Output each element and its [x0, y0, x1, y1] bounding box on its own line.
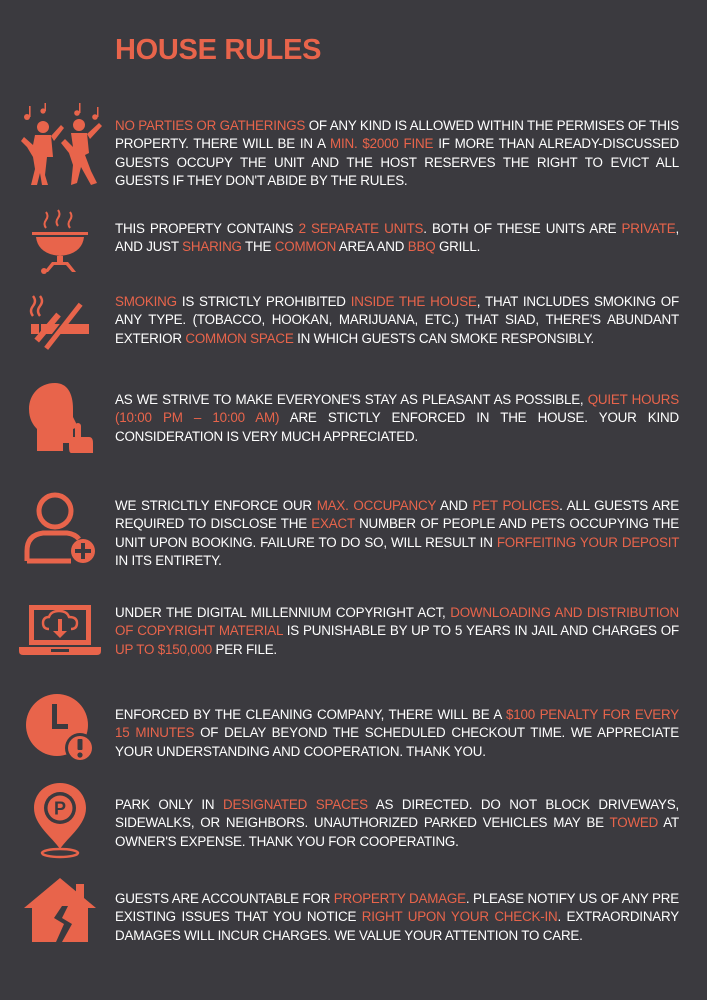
- party-people-icon: [16, 100, 104, 192]
- user-add-icon: [16, 488, 104, 566]
- quiet-head-icon: [16, 380, 104, 456]
- rule-text: SMOKING IS STRICTLY PROHIBITED INSIDE THE HOUSE, THAT INCLUDES SMOKING OF ANY TYPE. (TOBACCO, HOOKAN, MARIJUANA, ETC.) THAT SIAD, THERE'S ABUNDANT EXTERIOR COMMON SPACE IN WHICH GUESTS CAN SMOKE RESPONSIBLY.: [115, 294, 679, 346]
- bbq-grill-icon: [16, 206, 104, 276]
- rule-text: WE STRICLTLY ENFORCE OUR MAX. OCCUPANCY AND PET POLICES. ALL GUESTS ARE REQUIRED TO DISCLOSE THE EXACT NUMBER OF PEOPLE AND PETS OCCUPYING THE UNIT UPON BOOKING. FAILURE TO DO SO, WILL RESULT IN FORFEITING YOUR DEPOSIT IN ITS ENTIRETY.: [115, 498, 680, 568]
- svg-text:P: P: [53, 798, 67, 819]
- rule-text: UNDER THE DIGITAL MILLENNIUM COPYRIGHT ACT, DOWNLOADING AND DISTRIBUTION OF COPYRIGHT MATERIAL IS PUNISHABLE BY UP TO 5 YEARS IN JAIL AND CHARGES OF UP TO $150,000 PER FILE.: [115, 605, 679, 657]
- rule-text: GUESTS ARE ACCOUNTABLE FOR PROPERTY DAMAGE. PLEASE NOTIFY US OF ANY PRE EXISTING ISSUES THAT YOU NOTICE RIGHT UPON YOUR CHECK-IN. EXTRAORDINARY DAMAGES WILL INCUR CHARGES. WE VALUE YOUR ATTENTION TO CARE.: [115, 891, 679, 943]
- laptop-download-icon: [16, 600, 104, 662]
- page-title: HOUSE RULES: [115, 34, 322, 66]
- rule-text: ENFORCED BY THE CLEANING COMPANY, THERE WILL BE A $100 PENALTY FOR EVERY 15 MINUTES OF DELAY BEYOND THE SCHEDULED CHECKOUT TIME. WE APPRECIATE YOUR UNDERSTANDING AND COOPERATION. THANK YOU.: [115, 707, 679, 759]
- parking-pin-icon: [16, 780, 104, 860]
- rule-text: AS WE STRIVE TO MAKE EVERYONE'S STAY AS PLEASANT AS POSSIBLE, QUIET HOURS (10:00 PM – 10:00 AM) ARE STICTLY ENFORCED IN THE HOUSE. YOUR KIND CONSIDERATION IS VERY MUCH APPRECIATED.: [115, 392, 680, 444]
- rule-text: PARK ONLY IN DESIGNATED SPACES AS DIRECTED. DO NOT BLOCK DRIVEWAYS, SIDEWALKS, OR NEIGHBORS. UNAUTHORIZED PARKED VEHICLES MAY BE TOWED AT OWNER'S EXPENSE. THANK YOU FOR COOPERATING.: [115, 797, 680, 849]
- rule-text: NO PARTIES OR GATHERINGS OF ANY KIND IS ALLOWED WITHIN THE PERMISES OF THIS PROPERTY. THERE WILL BE IN A MIN. $2000 FINE IF MORE THAN ALREADY-DISCUSSED GUESTS OCCUPY THE UNIT AND THE HOST RESERVES THE RIGHT TO EVICT ALL GUESTS IF THEY DON'T ABIDE BY THE RULES.: [115, 118, 680, 188]
- rule-text: THIS PROPERTY CONTAINS 2 SEPARATE UNITS. BOTH OF THESE UNITS ARE PRIVATE, AND JUST SHARING THE COMMON AREA AND BBQ GRILL.: [115, 221, 679, 255]
- clock-alert-icon: [16, 690, 104, 766]
- damaged-house-icon: [16, 874, 104, 946]
- no-smoking-icon: [16, 291, 104, 355]
